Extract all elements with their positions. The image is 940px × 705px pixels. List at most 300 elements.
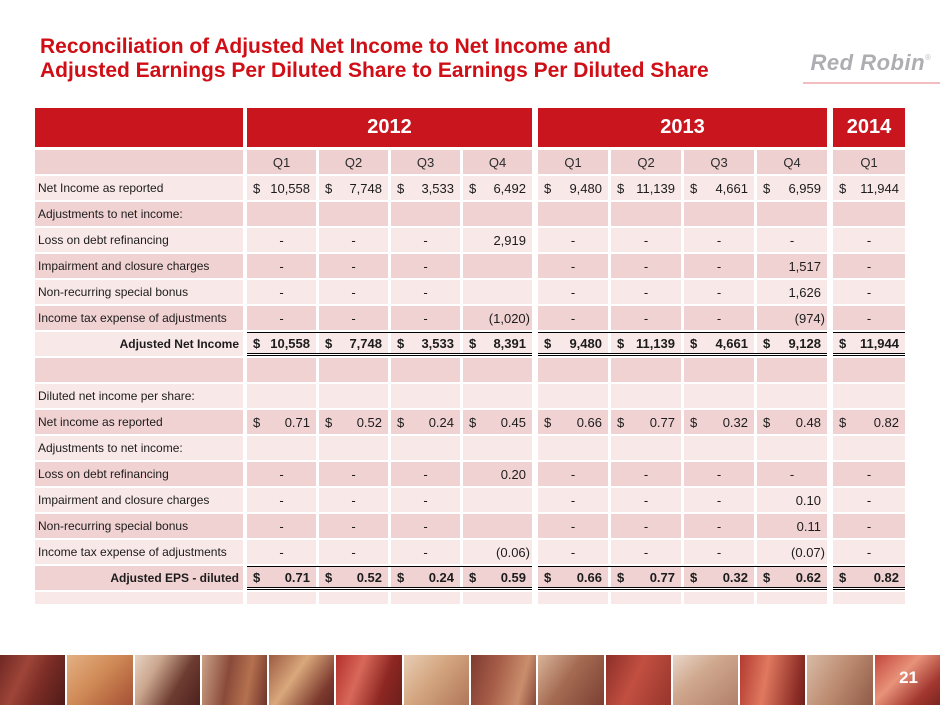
value-cell bbox=[247, 228, 316, 252]
red-robin-logo bbox=[802, 50, 940, 76]
currency-symbol: $ bbox=[839, 180, 847, 196]
cell-value: 11,139 bbox=[636, 180, 675, 196]
currency-symbol: $ bbox=[325, 335, 333, 351]
dash-value: - bbox=[866, 284, 872, 300]
year-block-2013 bbox=[538, 358, 827, 382]
dash-value: - bbox=[351, 310, 356, 326]
quarter-header-2012-Q3: Q3 bbox=[391, 150, 460, 174]
value-cell bbox=[684, 358, 754, 382]
cell-value: (0.06) bbox=[496, 544, 530, 560]
dash-value: - bbox=[423, 258, 428, 274]
dash-value: - bbox=[643, 232, 649, 248]
year-block-2012 bbox=[247, 592, 532, 604]
value-cell bbox=[247, 358, 316, 382]
year-block-2014 bbox=[833, 254, 905, 278]
value-cell bbox=[391, 436, 460, 460]
row-label: Loss on debt refinancing bbox=[35, 462, 243, 486]
value-cell bbox=[538, 514, 608, 538]
dash-value: - bbox=[570, 518, 576, 534]
value-cell bbox=[684, 540, 754, 564]
cell-value: 8,391 bbox=[493, 335, 526, 351]
registered-trademark-icon: ® bbox=[925, 53, 932, 62]
year-block-2014 bbox=[833, 384, 905, 408]
value-cell bbox=[247, 462, 316, 486]
value-cell bbox=[391, 592, 460, 604]
value-cell bbox=[463, 176, 532, 200]
year-block-2014 bbox=[833, 488, 905, 512]
value-cell bbox=[319, 567, 388, 587]
cell-value: 10,558 bbox=[270, 335, 310, 351]
year-block-2013 bbox=[538, 462, 827, 486]
cell-value: 11,139 bbox=[635, 335, 675, 351]
year-block-2013 bbox=[538, 540, 827, 564]
dash-value: - bbox=[866, 258, 872, 274]
value-cell bbox=[757, 540, 827, 564]
dash-value: - bbox=[279, 544, 284, 560]
value-cell bbox=[611, 436, 681, 460]
dash-value: - bbox=[423, 518, 428, 534]
table-row bbox=[35, 332, 905, 356]
year-block-2013 bbox=[538, 592, 827, 604]
row-label: Impairment and closure charges bbox=[35, 254, 243, 278]
photo-tile-4 bbox=[202, 655, 267, 705]
value-cell bbox=[611, 488, 681, 512]
dash-value: - bbox=[423, 284, 428, 300]
year-block-2013 bbox=[538, 280, 827, 304]
value-cell bbox=[247, 202, 316, 226]
value-cell bbox=[757, 202, 827, 226]
value-cell bbox=[319, 333, 388, 353]
value-cell bbox=[684, 333, 754, 353]
value-cell bbox=[319, 358, 388, 382]
dash-value: - bbox=[716, 284, 722, 300]
value-cell bbox=[538, 202, 608, 226]
year-block-2012 bbox=[247, 254, 532, 278]
value-cell bbox=[463, 410, 532, 434]
year-block-2014 bbox=[833, 228, 905, 252]
dash-value: - bbox=[423, 310, 428, 326]
value-cell bbox=[684, 306, 754, 330]
reconciliation-table bbox=[35, 108, 905, 606]
dash-value: - bbox=[716, 518, 722, 534]
value-cell bbox=[833, 384, 905, 408]
year-block-2012 bbox=[247, 540, 532, 564]
value-cell bbox=[684, 488, 754, 512]
dash-value: - bbox=[351, 492, 356, 508]
dash-value: - bbox=[570, 232, 576, 248]
currency-symbol: $ bbox=[763, 335, 771, 351]
dash-value: - bbox=[351, 544, 356, 560]
currency-symbol: $ bbox=[839, 335, 847, 351]
year-block-2012 bbox=[247, 384, 532, 408]
value-cell bbox=[538, 358, 608, 382]
quarter-header-2013-Q1: Q1 bbox=[538, 150, 608, 174]
row-label: Adjustments to net income: bbox=[35, 202, 243, 226]
value-cell bbox=[757, 176, 827, 200]
table-row bbox=[35, 488, 905, 512]
value-cell bbox=[684, 592, 754, 604]
value-cell bbox=[757, 410, 827, 434]
value-cell bbox=[538, 540, 608, 564]
currency-symbol: $ bbox=[839, 414, 847, 430]
dash-value: - bbox=[351, 258, 356, 274]
value-cell bbox=[319, 280, 388, 304]
photo-tile-13 bbox=[807, 655, 872, 705]
dash-value: - bbox=[716, 492, 722, 508]
dash-value: - bbox=[716, 232, 722, 248]
value-cell bbox=[463, 384, 532, 408]
cell-value: 6,959 bbox=[788, 180, 821, 196]
year-block-2013 bbox=[538, 436, 827, 460]
value-cell bbox=[391, 358, 460, 382]
currency-symbol: $ bbox=[763, 414, 771, 430]
cell-value: 0.66 bbox=[576, 569, 602, 585]
value-cell bbox=[538, 228, 608, 252]
row-label bbox=[35, 358, 243, 382]
year-block-2012 bbox=[247, 306, 532, 330]
value-cell bbox=[538, 436, 608, 460]
value-cell bbox=[463, 254, 532, 278]
value-cell bbox=[757, 358, 827, 382]
cell-value: 0.11 bbox=[796, 518, 821, 534]
photo-tile-11 bbox=[673, 655, 738, 705]
cell-value: (0.07) bbox=[791, 544, 825, 560]
value-cell bbox=[684, 436, 754, 460]
cell-value: 0.24 bbox=[428, 569, 454, 585]
dash-value: - bbox=[716, 310, 722, 326]
dash-value: - bbox=[570, 284, 576, 300]
currency-symbol: $ bbox=[544, 335, 552, 351]
value-cell bbox=[538, 254, 608, 278]
currency-symbol: $ bbox=[325, 180, 333, 196]
dash-value: - bbox=[570, 544, 576, 560]
currency-symbol: $ bbox=[617, 414, 625, 430]
quarter-block-2014 bbox=[833, 150, 905, 174]
quarter-header-2014-Q1: Q1 bbox=[833, 150, 905, 174]
value-cell bbox=[538, 176, 608, 200]
photo-tile-12 bbox=[740, 655, 805, 705]
value-cell bbox=[463, 567, 532, 587]
year-block-2014 bbox=[833, 358, 905, 382]
year-block-2014 bbox=[833, 566, 905, 590]
cell-value: 0.77 bbox=[649, 414, 675, 430]
row-label: Impairment and closure charges bbox=[35, 488, 243, 512]
value-cell bbox=[611, 592, 681, 604]
value-cell bbox=[463, 358, 532, 382]
photo-tile-9 bbox=[538, 655, 603, 705]
value-cell bbox=[833, 306, 905, 330]
currency-symbol: $ bbox=[763, 180, 771, 196]
value-cell bbox=[319, 384, 388, 408]
dash-value: - bbox=[716, 544, 722, 560]
cell-value: (1,020) bbox=[488, 310, 530, 326]
value-cell bbox=[247, 306, 316, 330]
value-cell bbox=[684, 384, 754, 408]
table-row bbox=[35, 514, 905, 538]
value-cell bbox=[611, 280, 681, 304]
value-cell bbox=[391, 228, 460, 252]
value-cell bbox=[319, 462, 388, 486]
dash-value: - bbox=[423, 492, 428, 508]
page-number: 21 bbox=[899, 668, 918, 687]
value-cell bbox=[319, 202, 388, 226]
cell-value: 1,517 bbox=[788, 258, 821, 274]
currency-symbol: $ bbox=[469, 569, 477, 585]
year-block-2013 bbox=[538, 488, 827, 512]
year-block-2013 bbox=[538, 384, 827, 408]
currency-symbol: $ bbox=[690, 180, 698, 196]
row-label: Net income as reported bbox=[35, 410, 243, 434]
currency-symbol: $ bbox=[253, 335, 261, 351]
currency-symbol: $ bbox=[690, 569, 698, 585]
dash-value: - bbox=[789, 466, 795, 482]
currency-symbol: $ bbox=[839, 569, 847, 585]
value-cell bbox=[463, 436, 532, 460]
dash-value: - bbox=[279, 310, 284, 326]
table-row bbox=[35, 228, 905, 252]
value-cell bbox=[833, 202, 905, 226]
currency-symbol: $ bbox=[617, 180, 625, 196]
value-cell bbox=[247, 567, 316, 587]
value-cell bbox=[391, 410, 460, 434]
value-cell bbox=[463, 592, 532, 604]
currency-symbol: $ bbox=[397, 335, 405, 351]
currency-symbol: $ bbox=[397, 414, 405, 430]
value-cell bbox=[463, 306, 532, 330]
value-cell bbox=[538, 488, 608, 512]
slide-title bbox=[40, 35, 709, 83]
year-block-2013 bbox=[538, 306, 827, 330]
year-block-2014 bbox=[833, 176, 905, 200]
cell-value: 0.52 bbox=[356, 414, 382, 430]
table-row bbox=[35, 202, 905, 226]
cell-value: 9,480 bbox=[569, 180, 602, 196]
value-cell bbox=[684, 462, 754, 486]
value-cell bbox=[684, 254, 754, 278]
slide-title-line-2: Adjusted Earnings Per Diluted Share to Earnings Per Diluted Share bbox=[40, 59, 709, 82]
value-cell bbox=[319, 176, 388, 200]
dash-value: - bbox=[716, 466, 722, 482]
value-cell bbox=[391, 333, 460, 353]
value-cell bbox=[833, 540, 905, 564]
dash-value: - bbox=[351, 232, 356, 248]
cell-value: 0.59 bbox=[500, 569, 526, 585]
value-cell bbox=[611, 176, 681, 200]
value-cell bbox=[247, 592, 316, 604]
value-cell bbox=[611, 333, 681, 353]
quarter-header-2013-Q3: Q3 bbox=[684, 150, 754, 174]
value-cell bbox=[833, 254, 905, 278]
cell-value: 0.77 bbox=[649, 569, 675, 585]
row-label: Diluted net income per share: bbox=[35, 384, 243, 408]
row-label: Loss on debt refinancing bbox=[35, 228, 243, 252]
cell-value: 0.48 bbox=[795, 414, 821, 430]
dash-value: - bbox=[423, 466, 428, 482]
quarter-header-2013-Q2: Q2 bbox=[611, 150, 681, 174]
cell-value: 0.10 bbox=[795, 492, 821, 508]
value-cell bbox=[538, 567, 608, 587]
value-cell bbox=[247, 176, 316, 200]
row-label: Non-recurring special bonus bbox=[35, 280, 243, 304]
value-cell bbox=[391, 462, 460, 486]
value-cell bbox=[757, 280, 827, 304]
value-cell bbox=[319, 592, 388, 604]
dash-value: - bbox=[570, 310, 576, 326]
cell-value: 7,748 bbox=[349, 180, 382, 196]
value-cell bbox=[757, 488, 827, 512]
dash-value: - bbox=[866, 492, 872, 508]
value-cell bbox=[833, 592, 905, 604]
year-block-2012 bbox=[247, 332, 532, 356]
value-cell bbox=[833, 176, 905, 200]
currency-symbol: $ bbox=[763, 569, 771, 585]
value-cell bbox=[757, 592, 827, 604]
table-row bbox=[35, 280, 905, 304]
value-cell bbox=[611, 358, 681, 382]
year-block-2012 bbox=[247, 566, 532, 590]
year-block-2014 bbox=[833, 202, 905, 226]
quarter-header-2012-Q4: Q4 bbox=[463, 150, 532, 174]
year-block-2013 bbox=[538, 514, 827, 538]
row-label: Adjustments to net income: bbox=[35, 436, 243, 460]
year-block-2012 bbox=[247, 462, 532, 486]
table-header-row bbox=[35, 108, 905, 147]
year-block-2013 bbox=[538, 566, 827, 590]
value-cell bbox=[463, 280, 532, 304]
value-cell bbox=[833, 462, 905, 486]
photo-tile-10 bbox=[606, 655, 671, 705]
row-label bbox=[35, 592, 243, 604]
year-block-2012 bbox=[247, 410, 532, 434]
value-cell bbox=[247, 254, 316, 278]
value-cell bbox=[538, 280, 608, 304]
value-cell bbox=[757, 436, 827, 460]
value-cell bbox=[319, 228, 388, 252]
currency-symbol: $ bbox=[690, 414, 698, 430]
value-cell bbox=[247, 488, 316, 512]
value-cell bbox=[833, 567, 905, 587]
value-cell bbox=[611, 202, 681, 226]
year-block-2014 bbox=[833, 514, 905, 538]
value-cell bbox=[391, 514, 460, 538]
value-cell bbox=[684, 176, 754, 200]
dash-value: - bbox=[570, 492, 576, 508]
value-cell bbox=[833, 228, 905, 252]
value-cell bbox=[757, 462, 827, 486]
value-cell bbox=[391, 280, 460, 304]
value-cell bbox=[757, 333, 827, 353]
quarter-header-2012-Q2: Q2 bbox=[319, 150, 388, 174]
value-cell bbox=[463, 202, 532, 226]
row-label: Income tax expense of adjustments bbox=[35, 306, 243, 330]
cell-value: 11,944 bbox=[860, 180, 899, 196]
value-cell bbox=[319, 540, 388, 564]
cell-value: 2,919 bbox=[493, 232, 526, 248]
value-cell bbox=[833, 514, 905, 538]
value-cell bbox=[684, 514, 754, 538]
value-cell bbox=[319, 306, 388, 330]
cell-value: 0.82 bbox=[873, 569, 899, 585]
cell-value: 0.62 bbox=[795, 569, 821, 585]
value-cell bbox=[833, 436, 905, 460]
dash-value: - bbox=[866, 310, 872, 326]
value-cell bbox=[247, 540, 316, 564]
cell-value: 0.66 bbox=[576, 414, 602, 430]
dash-value: - bbox=[279, 518, 284, 534]
year-header-2013: 2013 bbox=[538, 108, 827, 147]
currency-symbol: $ bbox=[253, 569, 261, 585]
value-cell bbox=[247, 384, 316, 408]
value-cell bbox=[538, 333, 608, 353]
value-cell bbox=[833, 358, 905, 382]
year-block-2012 bbox=[247, 280, 532, 304]
value-cell bbox=[833, 410, 905, 434]
year-block-2013 bbox=[538, 410, 827, 434]
year-block-2014 bbox=[833, 410, 905, 434]
currency-symbol: $ bbox=[325, 569, 333, 585]
cell-value: 0.52 bbox=[356, 569, 382, 585]
dash-value: - bbox=[866, 466, 872, 482]
value-cell bbox=[611, 514, 681, 538]
quarter-block-2012 bbox=[247, 150, 532, 174]
value-cell bbox=[757, 514, 827, 538]
dash-value: - bbox=[716, 258, 722, 274]
currency-symbol: $ bbox=[544, 569, 552, 585]
year-block-2014 bbox=[833, 462, 905, 486]
currency-symbol: $ bbox=[617, 335, 625, 351]
value-cell bbox=[611, 567, 681, 587]
value-cell bbox=[247, 514, 316, 538]
row-label: Net Income as reported bbox=[35, 176, 243, 200]
photo-tile-3 bbox=[135, 655, 200, 705]
value-cell bbox=[463, 228, 532, 252]
value-cell bbox=[757, 228, 827, 252]
dash-value: - bbox=[643, 258, 649, 274]
table-row bbox=[35, 436, 905, 460]
value-cell bbox=[611, 410, 681, 434]
value-cell bbox=[319, 410, 388, 434]
value-cell bbox=[247, 280, 316, 304]
currency-symbol: $ bbox=[469, 414, 477, 430]
photo-strip bbox=[0, 655, 940, 705]
table-row bbox=[35, 566, 905, 590]
dash-value: - bbox=[279, 466, 284, 482]
photo-tile-2 bbox=[67, 655, 132, 705]
cell-value: 11,944 bbox=[859, 335, 899, 351]
dash-value: - bbox=[643, 492, 649, 508]
value-cell bbox=[463, 514, 532, 538]
currency-symbol: $ bbox=[469, 180, 477, 196]
row-label: Non-recurring special bonus bbox=[35, 514, 243, 538]
cell-value: 4,661 bbox=[715, 335, 748, 351]
value-cell bbox=[833, 333, 905, 353]
dash-value: - bbox=[423, 544, 428, 560]
value-cell bbox=[833, 488, 905, 512]
dash-value: - bbox=[351, 284, 356, 300]
cell-value: 7,748 bbox=[349, 335, 382, 351]
logo-wordmark: Red Robin bbox=[810, 50, 926, 75]
year-block-2013 bbox=[538, 228, 827, 252]
currency-symbol: $ bbox=[253, 180, 261, 196]
value-cell bbox=[757, 567, 827, 587]
table-row bbox=[35, 176, 905, 200]
value-cell bbox=[319, 254, 388, 278]
quarter-header-label-cell bbox=[35, 150, 243, 174]
dash-value: - bbox=[351, 466, 356, 482]
value-cell bbox=[391, 540, 460, 564]
table-row bbox=[35, 540, 905, 564]
year-block-2013 bbox=[538, 254, 827, 278]
